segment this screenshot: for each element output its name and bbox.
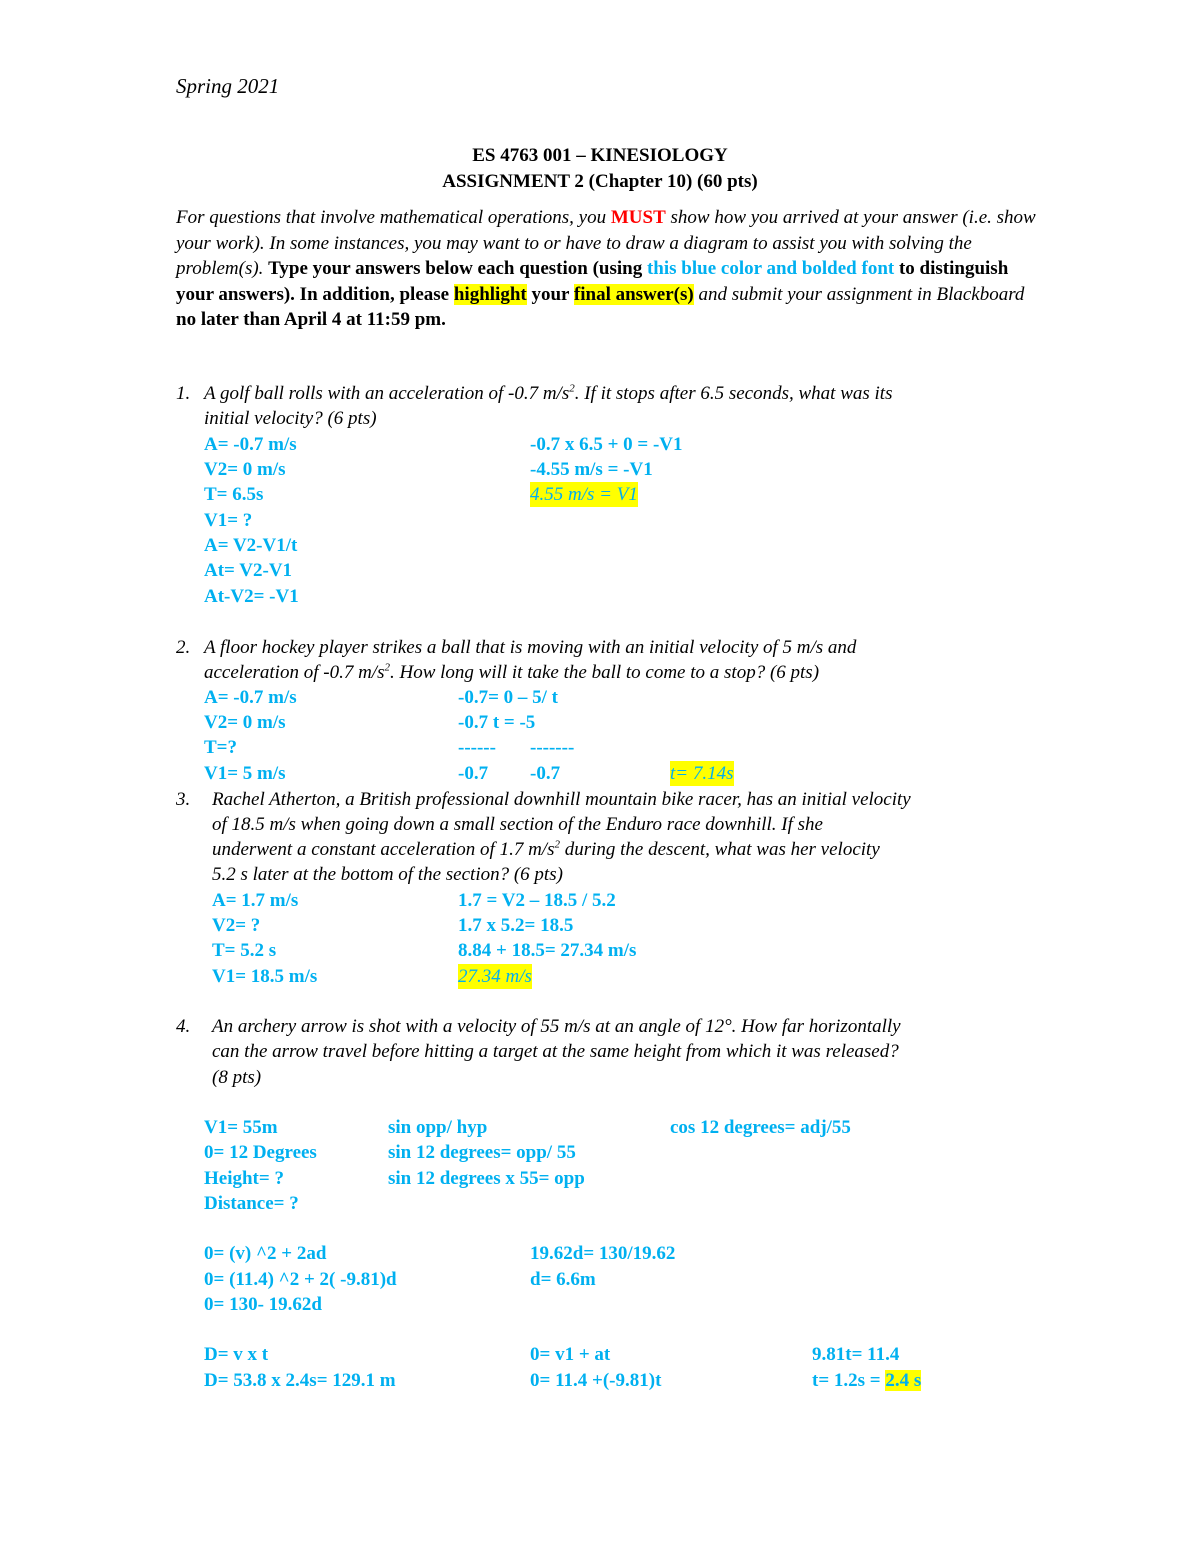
answer-line: At-V2= -V1 <box>204 586 299 607</box>
assignment-title: ASSIGNMENT 2 (Chapter 10) (60 pts) <box>442 171 758 192</box>
instr-highlight: highlight <box>453 283 527 305</box>
term-header: Spring 2021 <box>176 74 280 98</box>
answer-line: -0.7 t = -5 <box>458 712 536 733</box>
final-answer: 27.34 m/s <box>458 966 532 987</box>
instr-text: For questions that involve mathematical operations, you <box>176 207 611 228</box>
instr-text: to distinguish your answers). In addition, please <box>176 258 1009 305</box>
instr-text: show how you arrived at your answer (i.e. show your work). In some instances, you may want to or have to draw a diagram to assist you with solving the problem(s). <box>176 207 1036 279</box>
answer-line: Distance= ? <box>204 1193 299 1214</box>
answer-line: -4.55 m/s = -V1 <box>530 459 653 480</box>
answer-line: D= v x t <box>204 1344 269 1365</box>
answer-line: ------ <box>458 737 496 758</box>
question-number: 2. <box>176 637 191 658</box>
answer-line: cos 12 degrees= adj/55 <box>670 1117 851 1138</box>
question-text: A golf ball rolls with an acceleration of -0.7 $m/s^2$. If it stops after 6.5 seconds, what was its <box>204 382 893 404</box>
question-text: A floor hockey player strikes a ball that is moving with an initial velocity of 5 m/s and <box>204 637 857 658</box>
question-number: 4. <box>176 1016 191 1037</box>
answer-line: V1= 5 m/s <box>204 763 286 784</box>
question-text: initial velocity? (6 pts) <box>204 408 377 429</box>
answer-line: T= 6.5s <box>204 484 264 505</box>
answer-line: T= 5.2 s <box>212 940 277 961</box>
question-number: 1. <box>176 383 191 404</box>
answer-line: V1= ? <box>204 510 253 531</box>
answer-line: At= V2-V1 <box>204 560 293 581</box>
answer-line: V1= 18.5 m/s <box>212 966 318 987</box>
answer-line: -0.7 <box>530 763 561 784</box>
instr-deadline: no later than April 4 at 11:59 pm. <box>176 309 446 330</box>
answer-line: A= -0.7 m/s <box>204 687 297 708</box>
answer-line: 0= (11.4) ^2 + 2( -9.81)d <box>204 1269 397 1290</box>
answer-line: V2= ? <box>212 915 261 936</box>
instr-final-answer: final answer(s) <box>573 283 694 305</box>
instr-text: your <box>526 283 574 305</box>
answer-line: 0= v1 + at <box>530 1344 611 1365</box>
course-title: ES 4763 001 – KINESIOLOGY <box>472 145 728 166</box>
answer-line: 0= 12 Degrees <box>204 1142 317 1163</box>
answer-line <box>812 1368 921 1393</box>
answer-line: ------- <box>530 737 575 758</box>
question-number: 3. <box>176 789 191 810</box>
instr-blue-text: this blue color and bolded font <box>646 258 895 279</box>
answer-line: -0.7 x 6.5 + 0 = -V1 <box>530 434 683 455</box>
answer-line: sin opp/ hyp <box>388 1117 488 1138</box>
question-text: underwent a constant acceleration of 1.7 $m/s^2$ during the descent, what was her velocity <box>212 838 880 860</box>
instr-text: Type your answers below each question (using <box>268 258 647 279</box>
question-text: Rachel Atherton, a British professional downhill mountain bike racer, has an initial velocity <box>212 789 911 810</box>
final-answer: t= 7.14s <box>670 763 734 784</box>
answer-text: t= 1.2s = <box>812 1370 886 1391</box>
answer-line: 0= (v) ^2 + 2ad <box>204 1243 327 1264</box>
answer-line: Height= ? <box>204 1168 284 1189</box>
question-text: acceleration of -0.7 $m/s^2$. How long will it take the ball to come to a stop? (6 pts) <box>204 661 820 683</box>
answer-line: 1.7 = V2 – 18.5 / 5.2 <box>458 890 616 911</box>
answer-line: sin 12 degrees= opp/ 55 <box>388 1142 576 1163</box>
answer-line: 0= 130- 19.62d <box>204 1294 322 1315</box>
answer-line: 19.62d= 130/19.62 <box>530 1243 676 1264</box>
instructions <box>176 205 1036 333</box>
answer-line: sin 12 degrees x 55= opp <box>388 1168 585 1189</box>
answer-line: 1.7 x 5.2= 18.5 <box>458 915 574 936</box>
answer-line: A= V2-V1/t <box>204 535 298 556</box>
question-text: of 18.5 m/s when going down a small section of the Enduro race downhill. If she <box>212 814 823 835</box>
final-answer: 4.55 m/s = V1 <box>530 484 638 505</box>
question-text: (8 pts) <box>212 1067 262 1088</box>
question-text: 5.2 s later at the bottom of the section? (6 pts) <box>212 864 563 885</box>
answer-line: V2= 0 m/s <box>204 459 286 480</box>
instr-must: MUST <box>610 207 666 228</box>
answer-line: 8.84 + 18.5= 27.34 m/s <box>458 940 637 961</box>
answer-line: -0.7= 0 – 5/ t <box>458 687 559 708</box>
answer-line: V1= 55m <box>204 1117 278 1138</box>
answer-line: T=? <box>204 737 237 758</box>
answer-line: 0= 11.4 +(-9.81)t <box>530 1370 662 1391</box>
question-text: An archery arrow is shot with a velocity of 55 m/s at an angle of 12°. How far horizontally <box>212 1016 901 1037</box>
question-text: can the arrow travel before hitting a target at the same height from which it was released? <box>212 1041 899 1062</box>
answer-line: 9.81t= 11.4 <box>812 1344 900 1365</box>
answer-line: D= 53.8 x 2.4s= 129.1 m <box>204 1370 396 1391</box>
answer-line: A= -0.7 m/s <box>204 434 297 455</box>
instr-text: and submit your assignment in Blackboard <box>693 283 1025 305</box>
answer-line: d= 6.6m <box>530 1269 596 1290</box>
answer-line: V2= 0 m/s <box>204 712 286 733</box>
answer-line: -0.7 <box>458 763 489 784</box>
answer-line: A= 1.7 m/s <box>212 890 299 911</box>
final-answer: 2.4 s <box>885 1370 922 1391</box>
